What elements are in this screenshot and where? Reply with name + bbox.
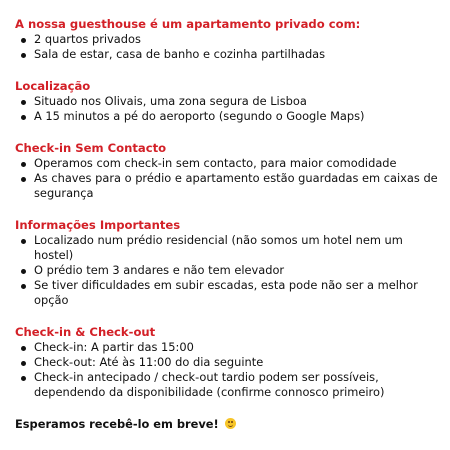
section-important-info [15,218,440,308]
list-item-text: Situado nos Olivais, uma zona segura de Lisboa [34,94,307,108]
section-checkin-checkout [15,325,440,400]
list-item-text: Operamos com check-in sem contacto, para maior comodidade [34,156,397,170]
list-item-text: 2 quartos privados [34,32,141,46]
list-item [15,94,440,109]
bullet-list [15,94,440,124]
bullet-icon [21,361,26,366]
section-heading: A nossa guesthouse é um apartamento privado com: [15,17,361,31]
list-item [15,109,440,124]
closing-text: Esperamos recebê-lo em breve! [15,417,219,431]
list-item [15,156,440,171]
list-item [15,32,440,47]
list-item-text: Check-in: A partir das 15:00 [34,340,194,354]
section-heading: Localização [15,79,91,93]
bullet-icon [21,162,26,167]
list-item [15,47,440,62]
section-guesthouse [15,17,440,62]
bullet-icon [21,177,26,182]
list-item-text: Se tiver dificuldades em subir escadas, esta pode não ser a melhor opção [34,278,418,307]
bullet-icon [21,115,26,120]
bullet-icon [21,38,26,43]
smiling-face-icon [225,418,236,429]
list-item [15,278,440,308]
bullet-list [15,233,440,308]
bullet-icon [21,100,26,105]
bullet-icon [21,376,26,381]
bullet-list [15,32,440,62]
section-heading: Informações Importantes [15,218,181,232]
bullet-list [15,156,440,201]
list-item [15,233,440,263]
list-item-text: O prédio tem 3 andares e não tem elevador [34,263,285,277]
list-item [15,370,440,400]
list-item-text: Check-in antecipado / check-out tardio podem ser possíveis, dependendo da disponibilidade (confirme connosco primeiro) [34,370,385,399]
bullet-icon [21,284,26,289]
list-item [15,355,440,370]
list-item [15,340,440,355]
list-item [15,263,440,278]
section-location [15,79,440,124]
list-item-text: Sala de estar, casa de banho e cozinha partilhadas [34,47,326,61]
section-heading: Check-in & Check-out [15,325,156,339]
bullet-list [15,340,440,400]
section-heading: Check-in Sem Contacto [15,141,167,155]
section-contactless-checkin [15,141,440,201]
list-item-text: Localizado num prédio residencial (não somos um hotel nem um hostel) [34,233,403,262]
bullet-icon [21,269,26,274]
list-item-text: As chaves para o prédio e apartamento estão guardadas em caixas de segurança [34,171,438,200]
bullet-icon [21,53,26,58]
closing-message [15,417,440,432]
list-item-text: A 15 minutos a pé do aeroporto (segundo o Google Maps) [34,109,365,123]
list-item [15,171,440,201]
bullet-icon [21,239,26,244]
bullet-icon [21,346,26,351]
list-item-text: Check-out: Até às 11:00 do dia seguinte [34,355,264,369]
